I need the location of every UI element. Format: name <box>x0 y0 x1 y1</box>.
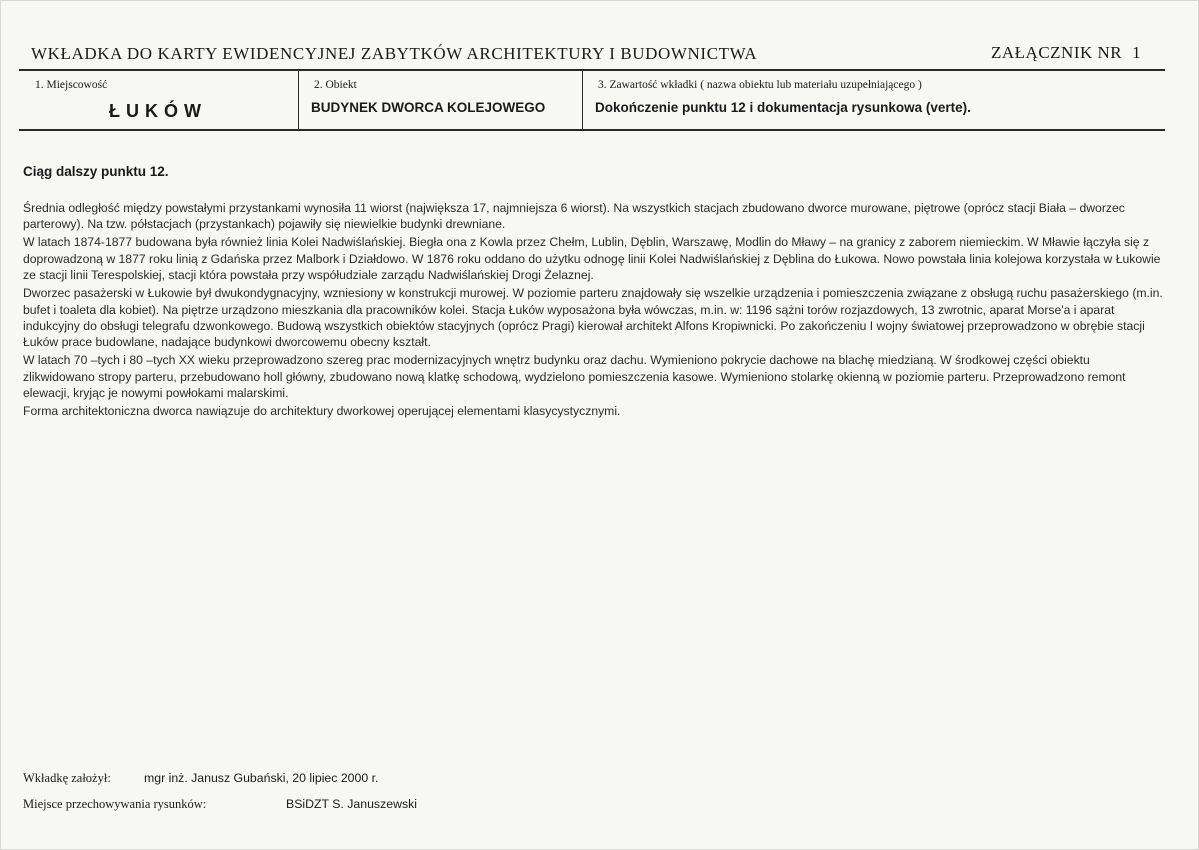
storage-row <box>23 797 417 812</box>
author-label: Wkładkę założył: <box>23 771 111 785</box>
locality-value: ŁUKÓW <box>109 101 207 121</box>
paragraph: Forma architektoniczna dworca nawiązuje do architektury dworkowej operującej elementami klasycystycznymi. <box>23 404 621 419</box>
attachment-label: ZAŁĄCZNIK NR <box>991 43 1123 62</box>
paragraph: W latach 70 –tych i 80 –tych XX wieku przeprowadzono szereg prac modernizacyjnych wnętrz budynku oraz dachu. Wymieniono pokrycie dachowe na blachę miedzianą. W środkowej części obiektu zlikwidowano stropy parteru, przebudowano holl główny, zbudowano nową klatkę schodową, wydzielono pomieszczenia kasowe. Wymieniono stolarkę okienną w poziomie parteru. Przeprowadzono remont elewacji, kryjąc je nowymi powłokami malarskimi. <box>23 353 1126 401</box>
content-label: 3. Zawartość wkładki ( nazwa obiektu lub materiału uzupełniającego ) <box>598 79 922 91</box>
storage-label: Miejsce przechowywania rysunków: <box>23 797 207 811</box>
locality-label: 1. Miejscowość <box>35 79 108 91</box>
paragraph: Średnia odległość między powstałymi przystankami wynosiła 11 wiorst (największa 17, najmniejsza 6 wiorst). Na wszystkich stacjach zbudowano dworce murowane, piętrowe (oprócz stacji Biała – dworzec parterowy). Na tzw. półstacjach (przystankach) pojawiły się niewielkie budynki drewniane. <box>23 201 1125 232</box>
storage-value: BSiDZT S. Januszewski <box>286 797 417 811</box>
body-text <box>23 200 1163 421</box>
content-value: Dokończenie punktu 12 i dokumentacja rysunkowa (verte). <box>595 100 971 115</box>
object-value: BUDYNEK DWORCA KOLEJOWEGO <box>311 100 546 115</box>
author-row <box>23 771 379 786</box>
attachment-number <box>991 43 1141 63</box>
field-divider-1 <box>298 71 299 129</box>
paragraph: Dworzec pasażerski w Łukowie był dwukondygnacyjny, wzniesiony w konstrukcji murowej. W poziomie parteru znajdowały się wszelkie urządzenia i pomieszczenia związane z obsługą ruchu pasażerskiego (m.in. bufet i toaleta dla kobiet). Na piętrze urządzono mieszkania dla pracowników kolei. Stacja Łuków wyposażona była wówczas, m.in. w: 1196 sążni torów rozjazdowych, 13 zwrotnic, aparat Morse'a i aparat indukcyjny do obsługi telegrafu dzwonkowego. Budową wszystkich obiektów stacyjnych (oprócz Pragi) kierował architekt Alfons Kropiwnicki. Po zakończeniu I wojny światowej przeprowadzono w obrębie stacji Łuków prace budowlane, nadające budynkowi dworcowemu obecny kształt. <box>23 286 1163 350</box>
field-divider-2 <box>582 71 583 129</box>
paragraph: W latach 1874-1877 budowana była również linia Kolei Nadwiślańskiej. Biegła ona z Kowla przez Chełm, Lublin, Dęblin, Warszawę, Modlin do Mławy – na granicy z zaborem niemieckim. W Mławie łączyła się z doprowadzoną w 1877 roku linią z Gdańska przez Malbork i Działdowo. W 1876 roku oddano do użytku odnogę linii Kolei Nadwiślańskiej z Dęblina do Łukowa. Nowo powstała linia kolejowa korzystała w Łukowie ze stacji linii Terespolskiej, stacji która powstała przy współudziale zarządu Nadwiślańskiej Drogi Żelaznej. <box>23 235 1161 283</box>
header-rule-top <box>19 69 1165 71</box>
header-rule-bottom <box>19 129 1165 131</box>
attachment-value: 1 <box>1132 43 1142 62</box>
object-label: 2. Obiekt <box>314 79 357 91</box>
document-title: WKŁADKA DO KARTY EWIDENCYJNEJ ZABYTKÓW ARCHITEKTURY I BUDOWNICTWA <box>31 44 758 63</box>
continuation-heading: Ciąg dalszy punktu 12. <box>23 164 169 179</box>
author-value: mgr inż. Janusz Gubański, 20 lipiec 2000 r. <box>144 771 379 785</box>
